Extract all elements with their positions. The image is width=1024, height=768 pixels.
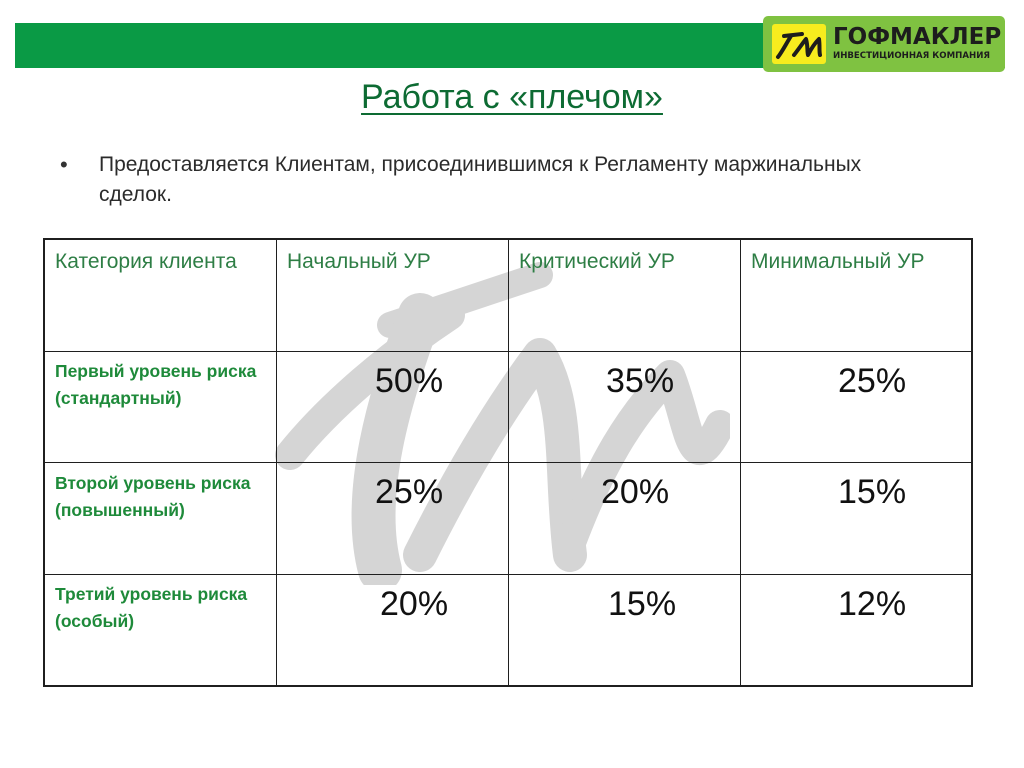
- value-critical-risk-3: 15%: [608, 585, 677, 623]
- bullet-text: Предоставляется Клиентам, присоединившимся к Регламенту маржинальных сделок.: [99, 153, 862, 206]
- row-divider: [45, 574, 971, 575]
- logo-subtitle: ИНВЕСТИЦИОННАЯ КОМПАНИЯ: [833, 51, 991, 61]
- company-logo: [763, 16, 1005, 72]
- tm-monogram-icon: [772, 24, 826, 64]
- slide-title-text: Работа с «плечом»: [361, 78, 663, 116]
- value-initial-risk-3: 20%: [380, 585, 449, 623]
- header-cell-initial: Начальный УР: [287, 250, 431, 273]
- value-minimal-risk-1: 25%: [838, 362, 907, 400]
- header-cell-minimal: Минимальный УР: [751, 250, 925, 273]
- logo-name: ГОФМАКЛЕР: [833, 24, 1002, 50]
- row-divider: [45, 351, 971, 352]
- row-label-risk-1: Первый уровень риска (стандартный): [55, 361, 257, 408]
- value-critical-risk-1: 35%: [606, 362, 675, 400]
- slide-title: [0, 78, 1024, 117]
- value-minimal-risk-3: 12%: [838, 585, 907, 623]
- row-label-risk-2: Второй уровень риска (повышенный): [55, 473, 251, 520]
- value-critical-risk-2: 20%: [601, 473, 670, 511]
- header-cell-category: Категория клиента: [55, 250, 237, 273]
- value-minimal-risk-2: 15%: [838, 473, 907, 511]
- risk-levels-table: [43, 238, 973, 687]
- value-initial-risk-1: 50%: [375, 362, 444, 400]
- header-cell-critical: Критический УР: [519, 250, 675, 273]
- value-initial-risk-2: 25%: [375, 473, 444, 511]
- row-label-risk-3: Третий уровень риска (особый): [55, 584, 248, 631]
- bullet-icon: •: [60, 152, 68, 177]
- row-divider: [45, 462, 971, 463]
